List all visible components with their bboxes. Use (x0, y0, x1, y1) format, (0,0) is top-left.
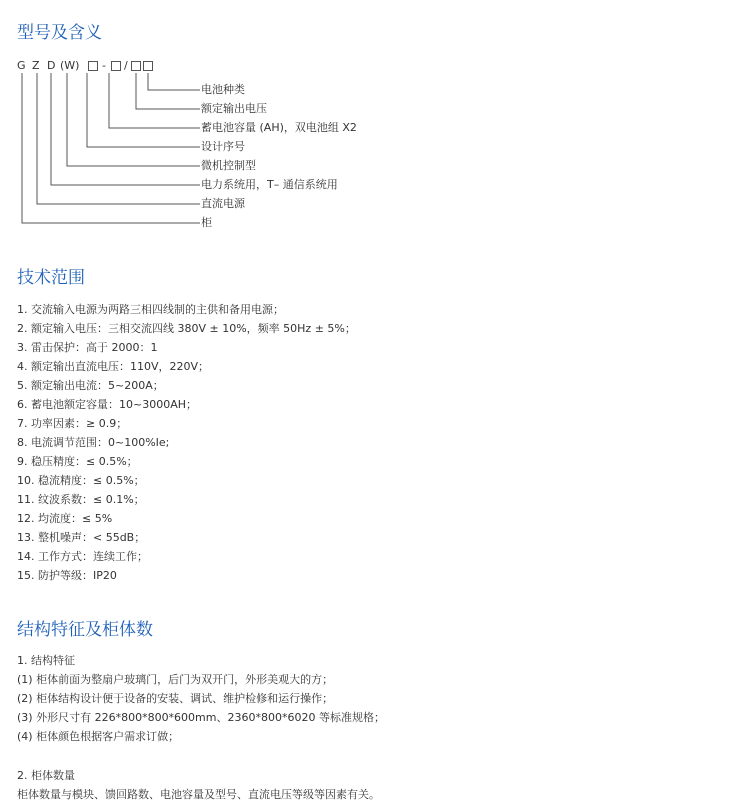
code-box-4 (143, 61, 153, 71)
list-item: 9. 稳压精度：≤ 0.5%； (17, 455, 138, 468)
code-char-z: Z (32, 59, 40, 72)
section-title-tech: 技术范围 (17, 268, 85, 288)
list-item: 10. 稳流精度：≤ 0.5%； (17, 474, 145, 487)
code-box-1 (88, 61, 98, 71)
code-char-g: G (17, 59, 26, 72)
list-item: 15. 防护等级：IP20 (17, 569, 117, 582)
list-item: 1. 交流输入电源为两路三相四线制的主供和备用电源； (17, 303, 284, 316)
list-item: 2. 额定输入电压：三相交流四线 380V ± 10%，频率 50Hz ± 5%； (17, 322, 356, 335)
tech-spec-list (17, 300, 356, 585)
list-item: 柜体数量与模块、馈回路数、电池容量及型号、直流电压等级等因素有关。 (17, 788, 380, 801)
list-item: (3) 外形尺寸有 226*800*800*600mm、2360*800*6020 等标准规格； (17, 711, 385, 724)
code-dash: - (102, 59, 106, 72)
list-item: 2. 柜体数量 (17, 769, 75, 782)
code-char-w: (W) (60, 59, 80, 72)
list-item: 4. 额定输出直流电压：110V，220V； (17, 360, 210, 373)
list-item: 7. 功率因素：≥ 0.9； (17, 417, 128, 430)
code-box-2 (111, 61, 121, 71)
list-item: (2) 柜体结构设计便于设备的安装、调试、维护检修和运行操作； (17, 692, 334, 705)
code-slash: / (124, 59, 128, 72)
list-item: 14. 工作方式：连续工作； (17, 550, 148, 563)
list-item: 11. 纹波系数：≤ 0.1%； (17, 493, 145, 506)
list-item: 3. 雷击保护：高于 2000：1 (17, 341, 158, 354)
list-item: (4) 柜体颜色根据客户需求订做； (17, 730, 180, 743)
legend-rated-output-voltage: 额定输出电压 (201, 102, 267, 115)
legend-battery-capacity: 蓄电池容量 (AH)，双电池组 X2 (201, 121, 357, 134)
structure-feature-list (17, 651, 385, 746)
list-item: 12. 均流度：≤ 5% (17, 512, 113, 525)
legend-design-serial: 设计序号 (201, 140, 245, 153)
legend-battery-type: 电池种类 (201, 83, 245, 96)
legend-dc-power: 直流电源 (201, 197, 245, 210)
legend-cabinet: 柜 (201, 216, 212, 229)
section-title-model: 型号及含义 (17, 23, 102, 43)
list-item: 13. 整机噪声：< 55dB； (17, 531, 146, 544)
section-title-structure: 结构特征及柜体数 (17, 620, 153, 640)
cabinet-quantity-list (17, 766, 380, 804)
list-item: 1. 结构特征 (17, 654, 75, 667)
list-item: 5. 额定输出电流：5~200A； (17, 379, 164, 392)
list-item: 8. 电流调节范围：0~100%Ie; (17, 436, 170, 449)
legend-microcomputer-control: 微机控制型 (201, 159, 256, 172)
model-code-connector-lines (0, 0, 750, 240)
code-char-d: D (47, 59, 56, 72)
list-item: (1) 柜体前面为整扇户玻璃门，后门为双开门，外形美观大的方； (17, 673, 334, 686)
legend-power-system: 电力系统用，T– 通信系统用 (201, 178, 338, 191)
list-item: 6. 蓄电池额定容量：10~3000AH； (17, 398, 197, 411)
code-box-3 (131, 61, 141, 71)
